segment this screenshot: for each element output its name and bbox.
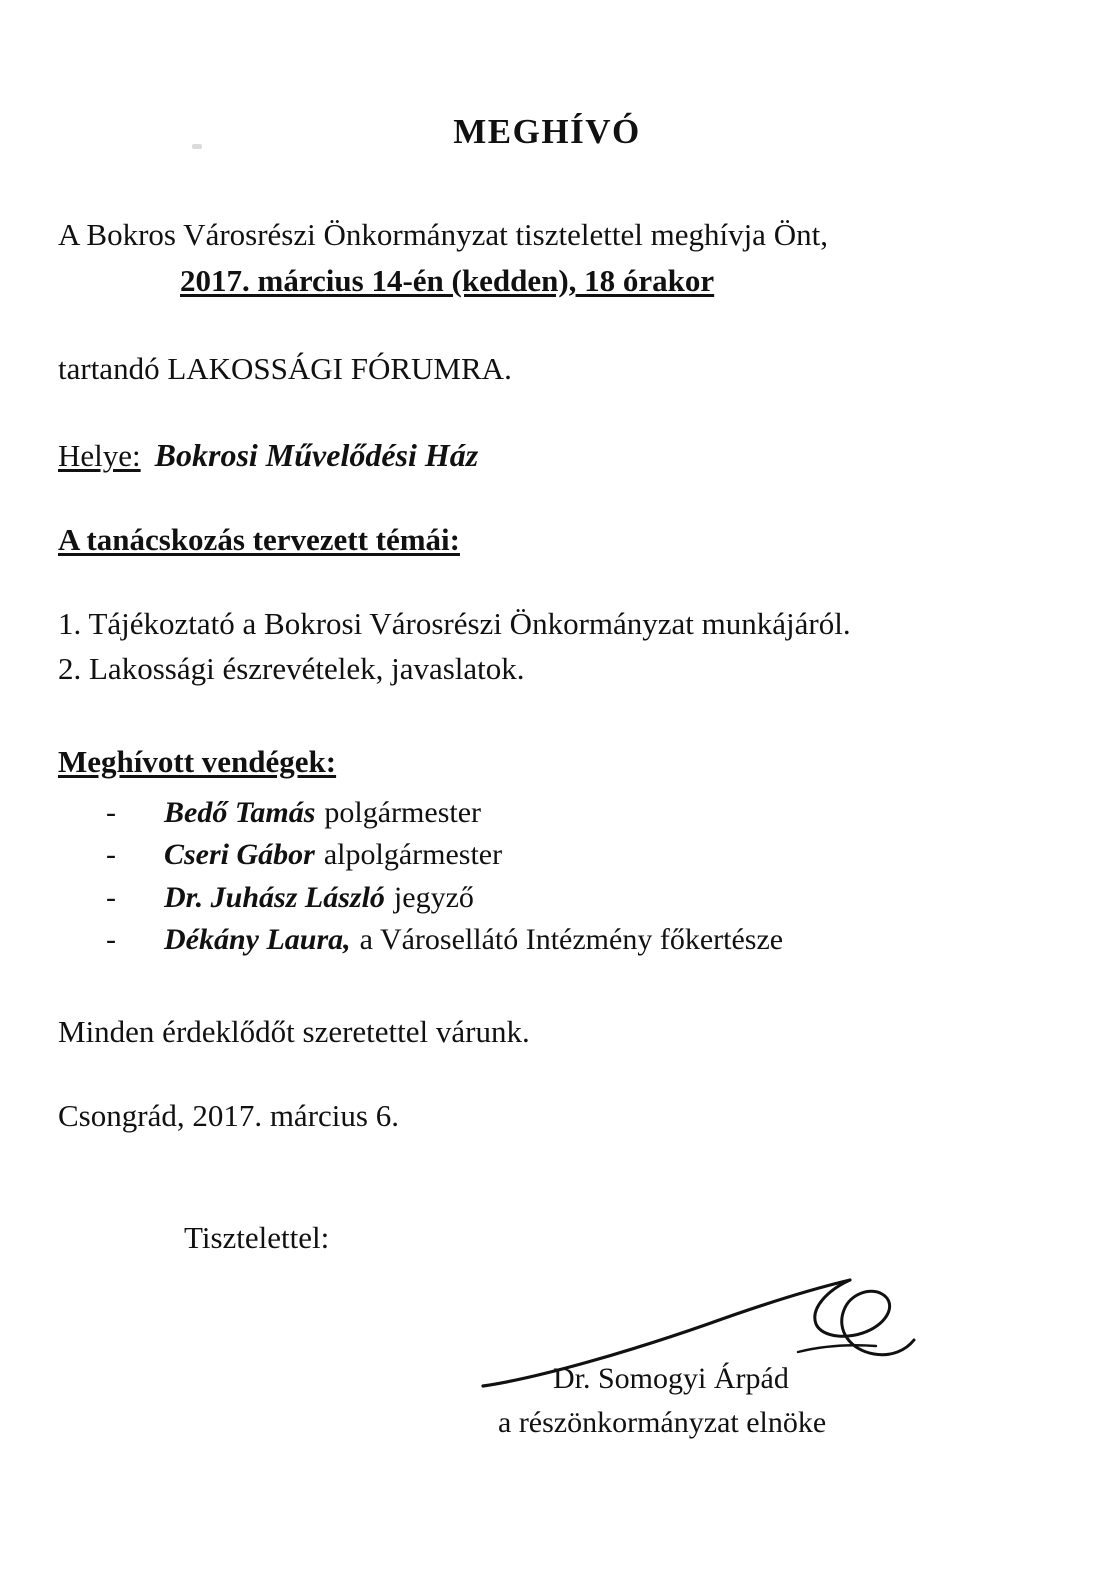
list-item [106,792,1054,835]
guest-name: Dr. Juhász László [164,880,385,914]
event-datetime: 2017. március 14-én (kedden), 18 órakor [180,262,715,298]
regards-line: Tisztelettel: [184,1220,330,1255]
guest-name: Dékány Laura, [164,923,351,957]
guest-role: jegyző [393,880,474,914]
bullet-dash: - [106,880,116,914]
list-item [106,877,1054,920]
guest-role: polgármester [324,795,482,829]
document-page [0,112,1094,1580]
list-item [106,919,1054,962]
venue-row [58,437,1054,474]
closing-line: Minden érdeklődőt szeretettel várunk. [58,1014,530,1049]
signer-name: Dr. Somogyi Árpád [553,1362,789,1395]
list-item [106,834,1054,877]
venue-label: Helye: [58,437,141,473]
document-body [58,216,1054,1446]
guest-role: alpolgármester [323,838,503,872]
bullet-dash: - [106,838,116,872]
list-item: 1. Tájékoztató a Bokrosi Városrészi Önkormányzat munkájáról. [58,605,851,641]
topics-list [58,602,1054,692]
place-and-date: Csongrád, 2017. március 6. [58,1098,399,1133]
list-item: 2. Lakossági észrevételek, javaslatok. [58,650,525,686]
guests-heading: Meghívott vendégek: [58,743,337,779]
bullet-dash: - [106,795,116,829]
bullet-dash: - [106,923,116,957]
topics-heading: A tanácskozás tervezett témái: [58,521,460,557]
scan-artifact-speck [192,144,202,149]
venue-value: Bokrosi Művelődési Ház [154,436,479,473]
invitation-intro: A Bokros Városrészi Önkormányzat tisztelettel meghívja Önt, [58,217,828,252]
signature-block [58,1266,1054,1446]
guest-role: a Városellátó Intézmény főkertésze [359,923,784,957]
guest-name: Bedő Tamás [164,795,316,829]
event-type-line: tartandó LAKOSSÁGI FÓRUMRA. [58,350,512,386]
guests-list [106,792,1054,962]
page-title: MEGHÍVÓ [453,112,641,151]
signer-role: a részönkormányzat elnöke [498,1406,827,1439]
guest-name: Cseri Gábor [164,838,315,872]
